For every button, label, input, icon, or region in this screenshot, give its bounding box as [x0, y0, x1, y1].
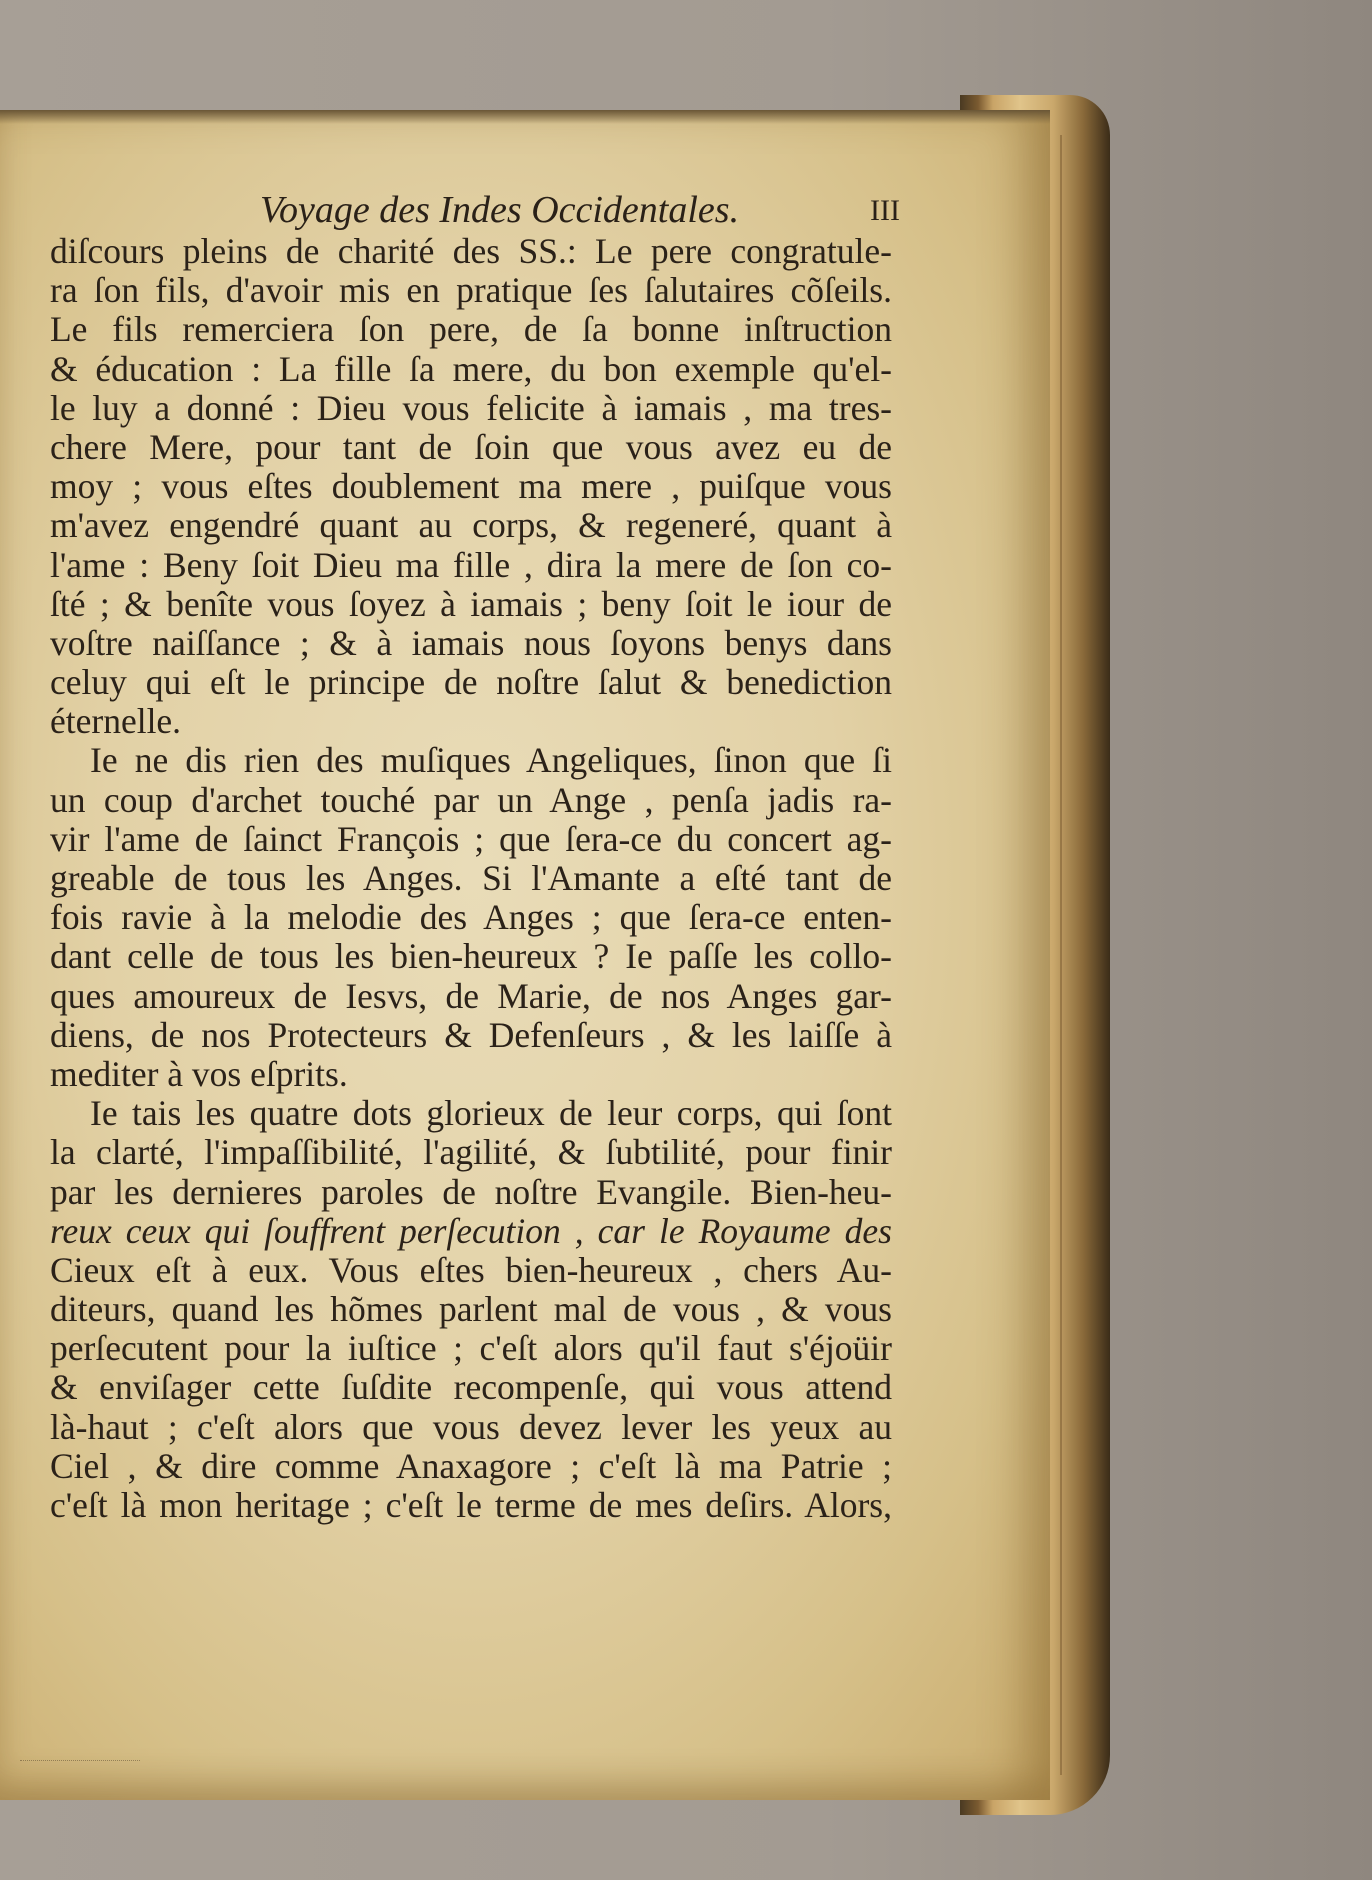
text-line: diteurs, quand les hõmes parlent mal de vous , & vous	[50, 1289, 892, 1330]
text-line: chere Mere, pour tant de ſoin que vous avez eu de	[50, 426, 892, 467]
text-line: ſté ; & benîte vous ſoyez à iamais ; beny ſoit le iour de	[50, 583, 892, 624]
text-line: celuy qui eſt le principe de noſtre ſalut & benediction	[50, 662, 892, 703]
text-line: greable de tous les Anges. Si l'Amante a eſté tant de	[50, 858, 892, 898]
running-head: Voyage des Indes Occidentales.	[260, 189, 740, 231]
text-line: voſtre naiſſance ; & à iamais nous ſoyons benys dans	[50, 622, 892, 663]
page-number: III	[870, 194, 900, 227]
text-line: Cieux eſt à eux. Vous eſtes bien-heureux , chers Au-	[50, 1249, 892, 1290]
page-top-shadow	[0, 110, 1050, 124]
text-line: l'ame : Beny ſoit Dieu ma fille , dira la mere de ſon co-	[50, 544, 892, 585]
text-line: vir l'ame de ſainct François ; que ſera-ce du concert ag-	[50, 818, 892, 859]
text-line: Ie ne dis rien des muſiques Angeliques, ſinon que ſi	[90, 740, 892, 781]
text-line: Ie tais les quatre dots glorieux de leur corps, qui ſont	[90, 1093, 892, 1134]
text-line: un coup d'archet touché par un Ange , penſa jadis ra-	[50, 779, 892, 820]
text-line: là-haut ; c'eſt alors que vous devez lever les yeux au	[50, 1406, 892, 1447]
text-line: dant celle de tous les bien-heureux ? Ie paſſe les collo-	[50, 936, 892, 977]
text-line: Le fils remerciera ſon pere, de ſa bonne inſtruction	[50, 309, 892, 350]
body-text	[50, 232, 892, 1525]
text-line: diſcours pleins de charité des SS.: Le pere congratule-	[50, 231, 892, 271]
text-line: par les dernieres paroles de noſtre Evangile. Bien-heu-	[50, 1171, 892, 1212]
page-foot-marks	[20, 1760, 140, 1781]
text-line: reux ceux qui ſouffrent perſecution , car le Royaume des	[50, 1210, 892, 1251]
text-line: ques amoureux de Iesvs, de Marie, de nos Anges gar-	[50, 975, 892, 1016]
text-line: & éducation : La fille ſa mere, du bon exemple qu'el-	[50, 348, 892, 389]
text-line: Ciel , & dire comme Anaxagore ; c'eſt là ma Patrie ;	[50, 1445, 892, 1486]
text-line: la clarté, l'impaſſibilité, l'agilité, & ſubtilité, pour finir	[50, 1132, 892, 1173]
text-line: fois ravie à la melodie des Anges ; que ſera-ce enten-	[50, 897, 892, 938]
text-line: diens, de nos Protecteurs & Defenſeurs , & les laiſſe à	[50, 1014, 892, 1055]
text-line: ra ſon fils, d'avoir mis en pratique ſes ſalutaires cõſeils.	[50, 270, 892, 311]
text-line: perſecutent pour la iuſtice ; c'eſt alors qu'il faut s'éjoüir	[50, 1328, 892, 1369]
text-line: moy ; vous eſtes doublement ma mere , puiſque vous	[50, 466, 892, 507]
text-line: le luy a donné : Dieu vous felicite à iamais , ma tres-	[50, 387, 892, 428]
text-line: mediter à vos eſprits.	[50, 1053, 348, 1094]
text-line: & enviſager cette ſuſdite recompenſe, qui vous attend	[50, 1367, 892, 1408]
text-line: c'eſt là mon heritage ; c'eſt le terme de mes deſirs. Alors,	[50, 1485, 892, 1525]
text-line: m'avez engendré quant au corps, & regeneré, quant à	[50, 505, 892, 546]
text-line: éternelle.	[50, 701, 182, 742]
